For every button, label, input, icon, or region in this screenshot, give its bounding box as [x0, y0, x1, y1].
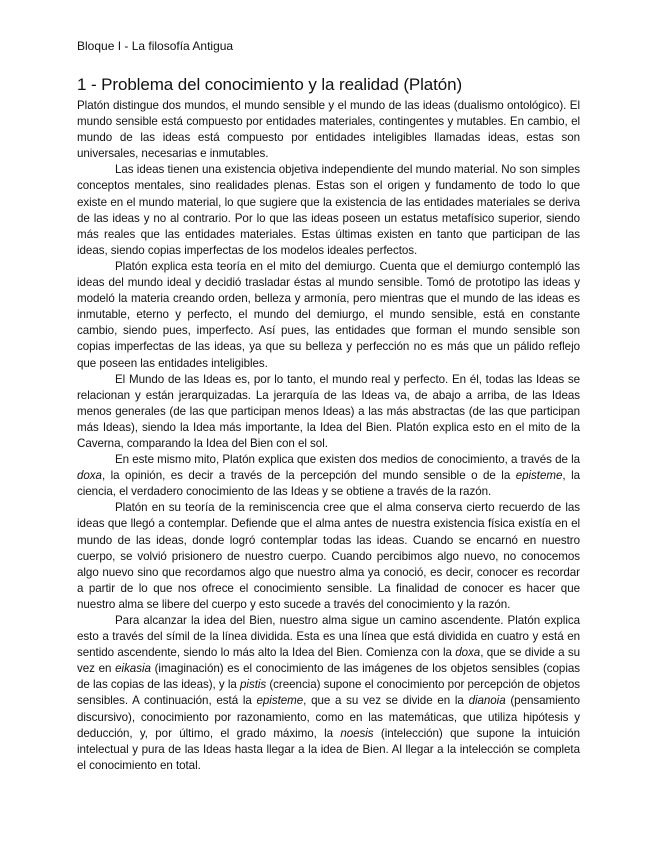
text-run: , que se divide a su vez en [77, 646, 581, 676]
text-run: (intelección) que supone la intuición intelectual y pura de las Ideas hasta llegar a la idea de Bien. Al llegar a la intelección se completa el conocimiento en total. [77, 726, 580, 772]
italic-term: episteme [515, 469, 563, 483]
text-run: (pensamiento discursivo), conocimiento por razonamiento, como en las matemáticas, que utiliza hipótesis y deducción, y, por último, el grado máximo, la [77, 694, 581, 740]
paragraph [77, 372, 580, 452]
italic-term: doxa [455, 646, 481, 660]
text-run: , la ciencia, el verdadero conocimiento de las Ideas y se obtiene a través de la razón. [77, 469, 580, 499]
text-run: , la opinión, es decir a través de la percepción del mundo sensible o de la [101, 469, 516, 483]
paragraph [77, 613, 580, 774]
paragraph [77, 452, 580, 500]
text-run: Platón distingue dos mundos, el mundo sensible y el mundo de las ideas (dualismo ontológico). El mundo sensible está compuesto por entidades materiales, contingentes y mutables. En cambio, el mundo de las ideas está compuesto por entidades inteligibles llamadas ideas, estas son universales, necesarias e inmutables. [77, 99, 580, 161]
italic-term: doxa [77, 469, 102, 483]
text-run: El Mundo de las Ideas es, por lo tanto, el mundo real y perfecto. En él, todas las Ideas se relacionan y están jerarquizadas. La jerarquía de las Ideas va, de abajo a arriba, de las Ideas menos generales (de las que participan menos Ideas) a las más abstractas (de las que participan más Ideas), siendo la Idea más importante, la Idea del Bien. Platón explica esto en el mito de la Caverna, comparando la Idea del Bien con el sol. [77, 372, 580, 450]
text-run: Platón explica esta teoría en el mito del demiurgo. Cuenta que el demiurgo contempló las ideas del mundo ideal y decidió trasladar éstas al mundo sensible. Tomó de prototipo las ideas y modeló la materia creando orden, belleza y armonía, pero mientras que el mundo de las ideas es inmutable, eterno y perfecto, el mundo del demiurgo, el mundo sensible, está en constante cambio, siendo pues, imperfecto. Así pues, las entidades que forman el mundo sensible son copias imperfectas de las ideas, ya que su belleza y perfección no es más que un pálido reflejo que poseen las entidades inteligibles. [77, 259, 580, 370]
italic-term: eikasia [115, 662, 151, 676]
text-run: Las ideas tienen una existencia objetiva independiente del mundo material. No son simples conceptos mentales, sino realidades plenas. Estas son el origen y fundamento de todo lo que existe en el mundo material, lo que sugiere que la existencia de las entidades materiales se deriva de las ideas y no al contrario. Por lo que las ideas poseen un estatus metafísico superior, siendo más reales que las entidades materiales. Estas últimas existen en tanto que participan de las ideas, siendo copias imperfectas de los modelos ideales perfectos. [77, 163, 580, 257]
text-run: En este mismo mito, Platón explica que existen dos medios de conocimiento, a través de la [115, 453, 580, 467]
body-text [77, 98, 580, 774]
running-header: Bloque I - La filosofía Antigua [77, 39, 234, 53]
italic-term: dianoia [468, 694, 506, 708]
paragraph [77, 162, 580, 259]
paragraph [77, 98, 580, 162]
text-run: (imaginación) es el conocimiento de las imágenes de los objetos sensibles (copias de las copias de las ideas), y la [77, 662, 581, 692]
text-run: , que a su vez se divide en la [303, 694, 469, 708]
text-run: (creencia) supone el conocimiento por percepción de objetos sensibles. A continuación, está la [77, 678, 580, 708]
italic-term: noesis [340, 726, 374, 740]
paragraph [77, 259, 580, 372]
text-run: Platón en su teoría de la reminiscencia cree que el alma conserva cierto recuerdo de las ideas que llegó a contemplar. Defiende que el alma antes de nuestra existencia física existía en el mundo de las ideas, donde logró contemplar todas las ideas. Cuando se encarnó en nuestro cuerpo, se volvió prisionero de nuestro cuerpo. Cuando percibimos algo nuevo, no conocemos algo nuevo sino que recordamos algo que nuestro alma ya conoció, es decir, conocer es recordar a partir de lo que nos ofrece el conocimiento sensible. La finalidad de conocer es hacer que nuestro alma se libere del cuerpo y esto sucede a través del conocimiento y la razón. [77, 501, 580, 611]
italic-term: pistis [240, 678, 267, 692]
text-run: Para alcanzar la idea del Bien, nuestro alma sigue un camino ascendente. Platón explica esto a través del símil de la línea dividida. Esta es una línea que está dividida en cuatro y está en sentido ascendente, siendo lo más alto la Idea del Bien. Comienza con la [77, 614, 580, 660]
paragraph [77, 500, 580, 613]
italic-term: episteme [256, 694, 304, 708]
section-title: 1 - Problema del conocimiento y la realidad (Platón) [77, 75, 463, 94]
